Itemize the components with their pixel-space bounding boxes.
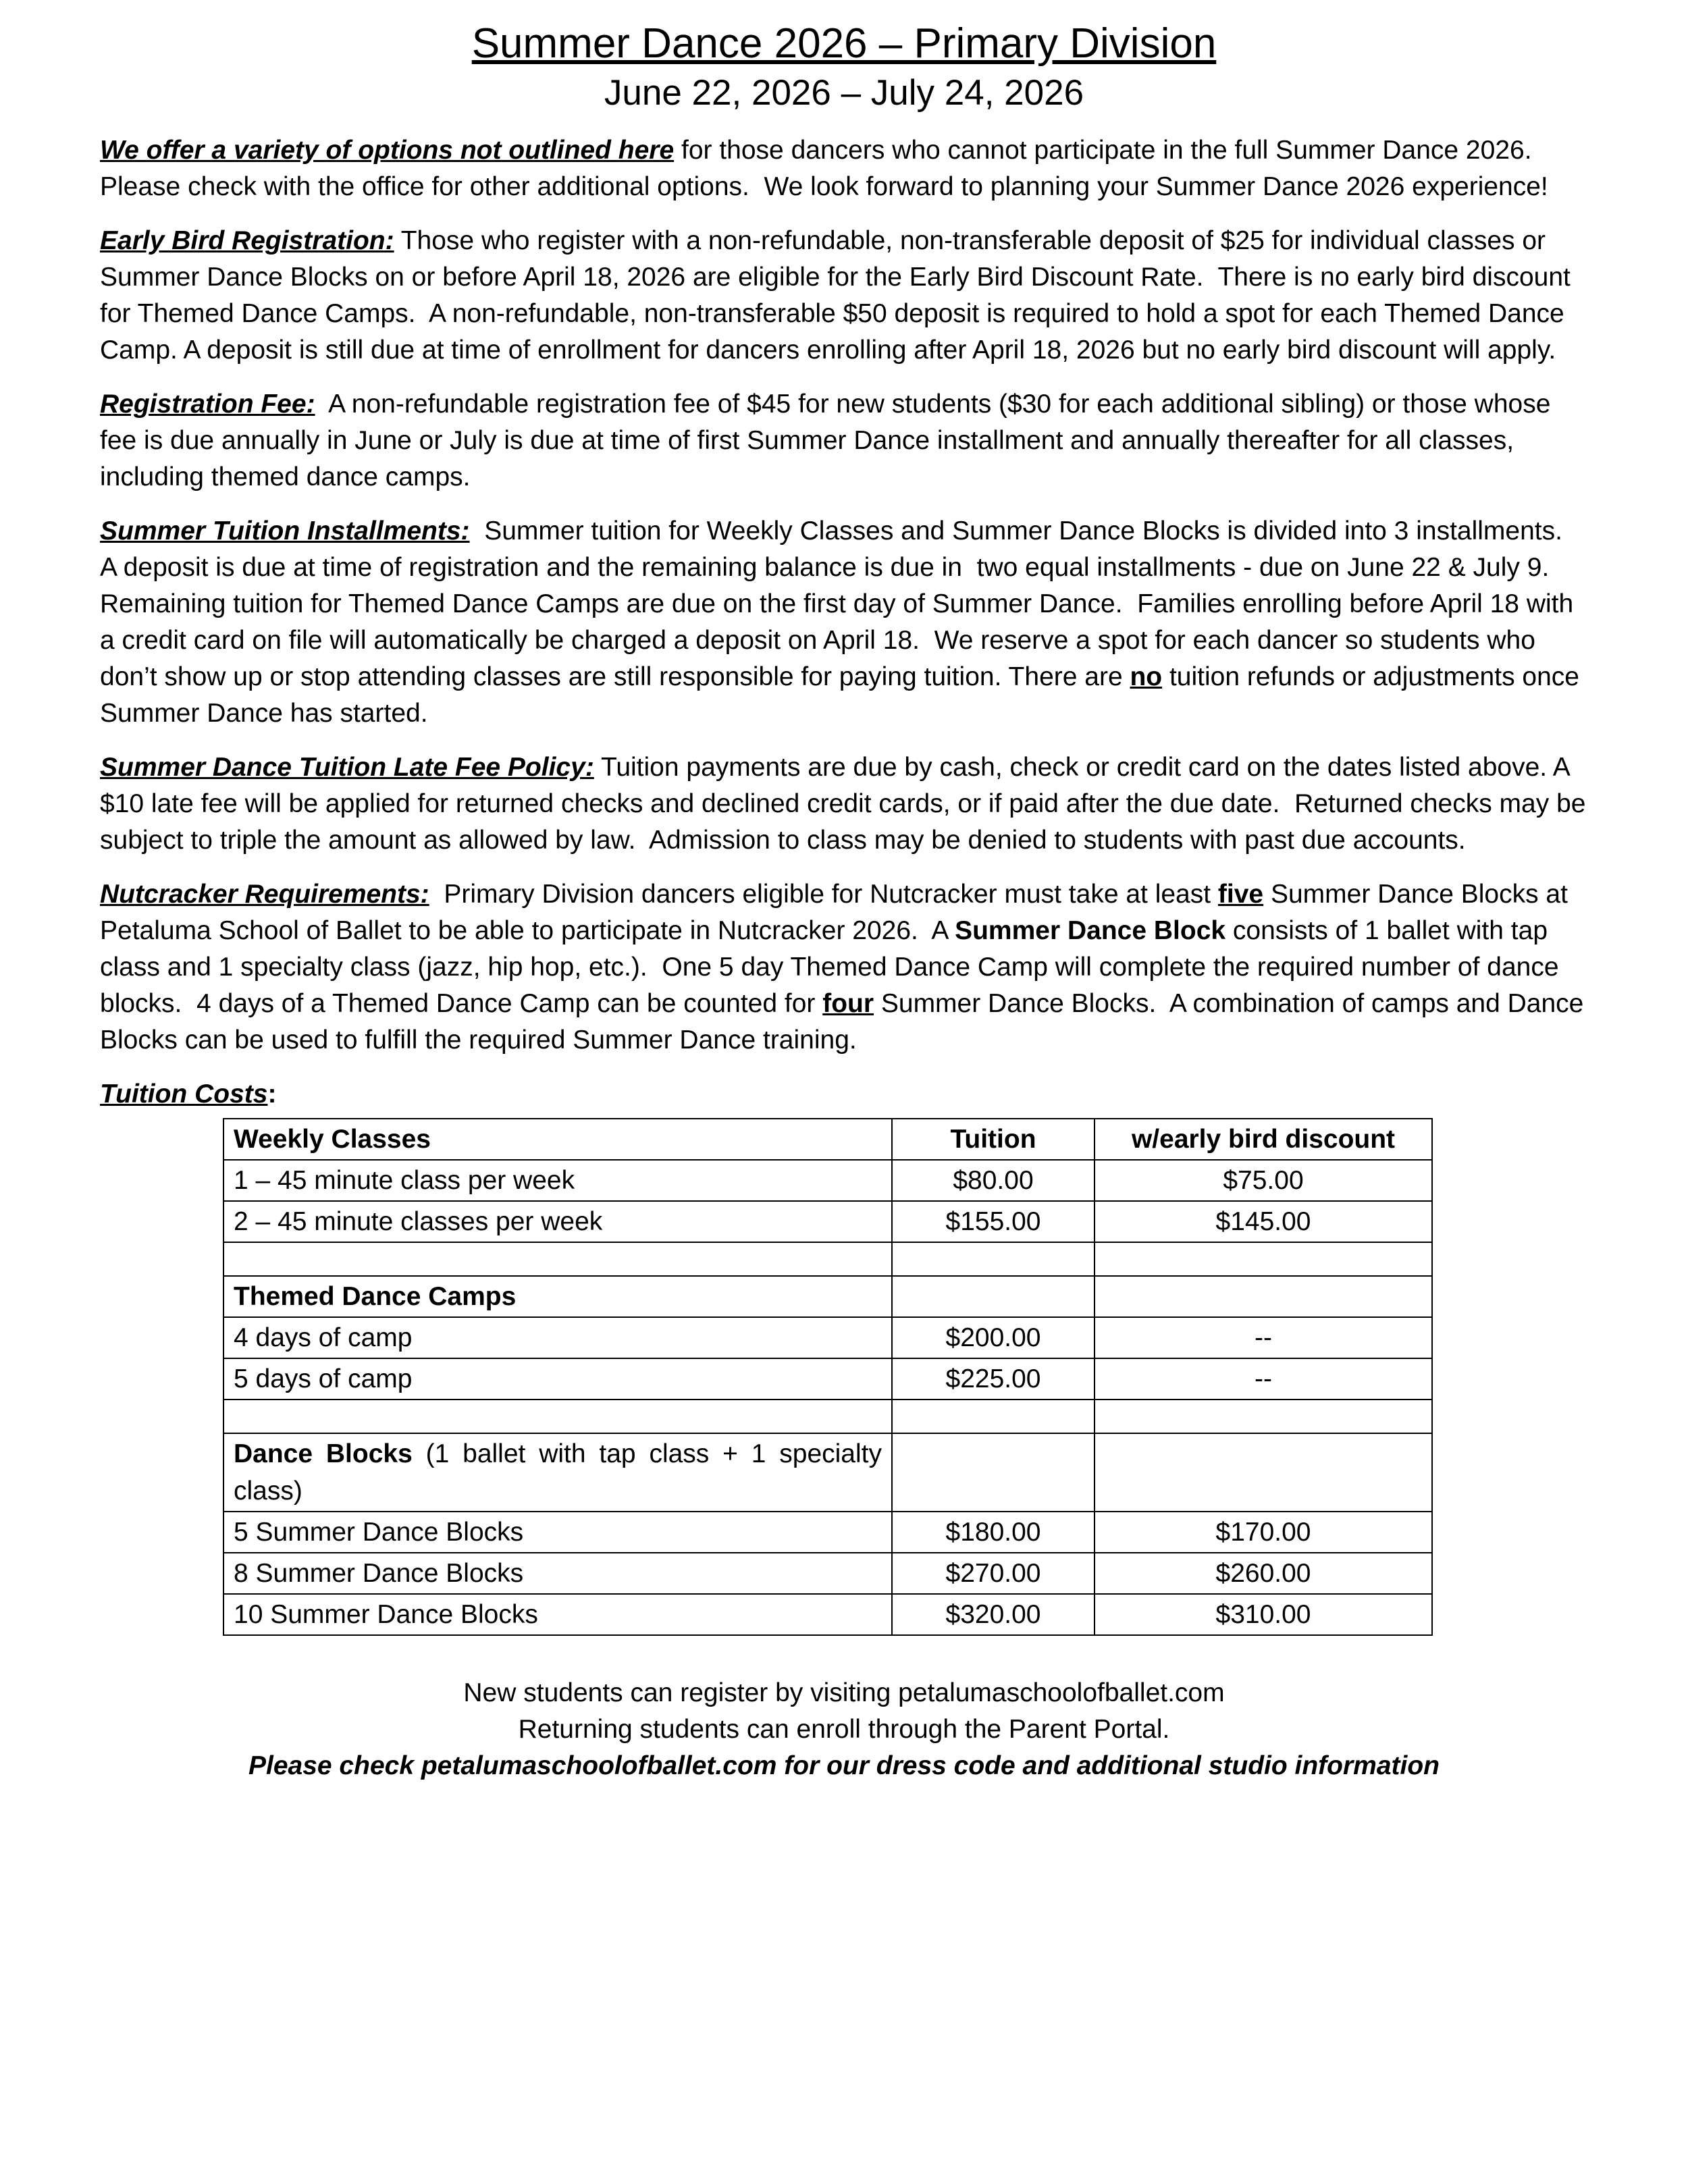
blocks-10-tuition: $320.00 (892, 1594, 1094, 1635)
intro-body: for those dancers who cannot participate in the full Summer Dance 2026. Please check with the office for other additional options. We look forward to planning your Summer Dance 2026 experience! (100, 136, 1548, 201)
spacer-cell (223, 1400, 892, 1433)
installments-lead: Summer Tuition Installments: (100, 516, 470, 545)
page-title-text: Summer Dance 2026 – Primary Division (471, 20, 1217, 67)
dance-blocks-empty-2 (1094, 1433, 1432, 1512)
blocks-5-label: 5 Summer Dance Blocks (223, 1512, 892, 1553)
blocks-8-discount: $260.00 (1094, 1553, 1432, 1594)
late-fee-paragraph (100, 749, 1593, 859)
camps-header-empty-2 (1094, 1276, 1432, 1317)
nutcracker-body-4: Summer Dance Blocks. A combination of camps and Dance Blocks can be used to fulfill the required Summer Dance training. (100, 989, 1591, 1055)
blocks-5-discount: $170.00 (1094, 1512, 1432, 1553)
page-title (100, 18, 1588, 70)
camp-4-discount: -- (1094, 1317, 1432, 1358)
camp-4-tuition: $200.00 (892, 1317, 1094, 1358)
table-row-dance-blocks-header (223, 1433, 1432, 1512)
camp-5-tuition: $225.00 (892, 1358, 1094, 1400)
tuition-costs-colon: : (267, 1080, 277, 1109)
nutcracker-body-1: Primary Division dancers eligible for Nutcracker must take at least (429, 880, 1218, 909)
header-tuition: Tuition (892, 1119, 1094, 1160)
camps-header-empty-1 (892, 1276, 1094, 1317)
spacer-cell (892, 1400, 1094, 1433)
camps-header-label: Themed Dance Camps (223, 1276, 892, 1317)
registration-fee-body: A non-refundable registration fee of $45 for new students ($30 for each additional sibling) or those whose fee is due annually in June or July is due at time of first Summer Dance installment and annually thereafter for all classes, including themed dance camps. (100, 390, 1558, 491)
nutcracker-body-3: consists of 1 ballet with tap class and 1 specialty class (jazz, hip hop, etc.). One 5 day Themed Dance Camp will complete the required number of dance blocks. 4 days of a Themed Dance Camp can be counted for (100, 916, 1566, 1018)
spacer-cell (1094, 1242, 1432, 1276)
tuition-table (223, 1118, 1433, 1636)
intro-paragraph (100, 132, 1588, 205)
table-row-camp-5-days (223, 1358, 1432, 1400)
installments-body-1: Summer tuition for Weekly Classes and Summer Dance Blocks is divided into 3 installments. A deposit is due at time of registration and the remaining balance is due in two equal installments - due on June 22 & July 9. Remaining tuition for Themed Dance Camps are due on the first day of Summer Dance. Families enrolling before April 18 with a credit card on file will automatically be charged a deposit on April 18. We reserve a spot for each dancer so students who don’t show up or stop attending classes are still responsible for paying tuition. There are (100, 516, 1581, 691)
camp-5-discount: -- (1094, 1358, 1432, 1400)
early-bird-paragraph (100, 223, 1588, 369)
table-row-blocks-10 (223, 1594, 1432, 1635)
weekly-2-discount: $145.00 (1094, 1201, 1432, 1242)
dance-blocks-label (223, 1433, 892, 1512)
weekly-1-label: 1 – 45 minute class per week (223, 1160, 892, 1201)
nutcracker-five-emphasis: five (1217, 880, 1264, 909)
table-row-weekly-1 (223, 1160, 1432, 1201)
intro-lead: We offer a variety of options not outlined here (100, 136, 675, 165)
dance-blocks-empty-1 (892, 1433, 1094, 1512)
table-row-blocks-5 (223, 1512, 1432, 1553)
table-spacer-row (223, 1400, 1432, 1433)
table-row-blocks-8 (223, 1553, 1432, 1594)
blocks-5-tuition: $180.00 (892, 1512, 1094, 1553)
registration-fee-paragraph (100, 386, 1588, 496)
nutcracker-body-2: Summer Dance Blocks at Petaluma School of Ballet to be able to participate in Nutcracker 2026. A (100, 880, 1575, 945)
dance-blocks-term: Dance Blocks (234, 1439, 413, 1468)
tuition-costs-heading (100, 1076, 1588, 1113)
weekly-1-tuition: $80.00 (892, 1160, 1094, 1201)
late-fee-lead: Summer Dance Tuition Late Fee Policy: (100, 753, 594, 782)
footer-register-info: New students can register by visiting petalumaschoolofballet.com (463, 1678, 1225, 1707)
installments-no-emphasis: no (1130, 662, 1163, 691)
blocks-10-label: 10 Summer Dance Blocks (223, 1594, 892, 1635)
blocks-8-label: 8 Summer Dance Blocks (223, 1553, 892, 1594)
header-weekly-classes: Weekly Classes (223, 1119, 892, 1160)
installments-body-2: tuition refunds or adjustments once Summer Dance has started. (100, 662, 1587, 728)
spacer-cell (892, 1242, 1094, 1276)
camp-4-label: 4 days of camp (223, 1317, 892, 1358)
registration-fee-lead: Registration Fee: (100, 390, 315, 419)
nutcracker-block-term: Summer Dance Block (955, 916, 1226, 945)
weekly-2-label: 2 – 45 minute classes per week (223, 1201, 892, 1242)
spacer-cell (1094, 1400, 1432, 1433)
header-early-bird-discount: w/early bird discount (1094, 1119, 1432, 1160)
camp-5-label: 5 days of camp (223, 1358, 892, 1400)
blocks-10-discount: $310.00 (1094, 1594, 1432, 1635)
weekly-2-tuition: $155.00 (892, 1201, 1094, 1242)
table-row-weekly-2 (223, 1201, 1432, 1242)
page-subtitle: June 22, 2026 – July 24, 2026 (604, 73, 1084, 113)
table-row-camps-header (223, 1276, 1432, 1317)
nutcracker-paragraph (100, 876, 1591, 1059)
nutcracker-lead: Nutcracker Requirements: (100, 880, 429, 909)
footer-dresscode-note: Please check petalumaschoolofballet.com for our dress code and additional studio information (248, 1751, 1440, 1780)
late-fee-body: Tuition payments are due by cash, check or credit card on the dates listed above. A $10 late fee will be applied for returned checks and declined credit cards, or if paid after the due date. Returned checks may be subject to triple the amount as allowed by law. Admission to class may be denied to students with past due accounts. (100, 753, 1593, 855)
table-row-camp-4-days (223, 1317, 1432, 1358)
blocks-8-tuition: $270.00 (892, 1553, 1094, 1594)
weekly-1-discount: $75.00 (1094, 1160, 1432, 1201)
dance-blocks-desc: (1 ballet with tap class + 1 specialty class) (234, 1439, 882, 1506)
table-spacer-row (223, 1242, 1432, 1276)
installments-paragraph (100, 513, 1588, 732)
early-bird-lead: Early Bird Registration: (100, 226, 394, 255)
early-bird-body: Those who register with a non-refundable, non-transferable deposit of $25 for individual classes or Summer Dance Blocks on or before April 18, 2026 are eligible for the Early Bird Discount Rate. There is no early bird discount for Themed Dance Camps. A non-refundable, non-transferable $50 deposit is required to hold a spot for each Themed Dance Camp. A deposit is still due at time of enrollment for dancers enrolling after April 18, 2026 but no early bird discount will apply. (100, 226, 1578, 365)
footer (100, 1675, 1588, 1784)
tuition-costs-label: Tuition Costs (100, 1080, 268, 1109)
table-header-row (223, 1119, 1432, 1160)
footer-enroll-info: Returning students can enroll through the Parent Portal. (518, 1715, 1170, 1744)
nutcracker-four-emphasis: four (822, 989, 874, 1018)
spacer-cell (223, 1242, 892, 1276)
